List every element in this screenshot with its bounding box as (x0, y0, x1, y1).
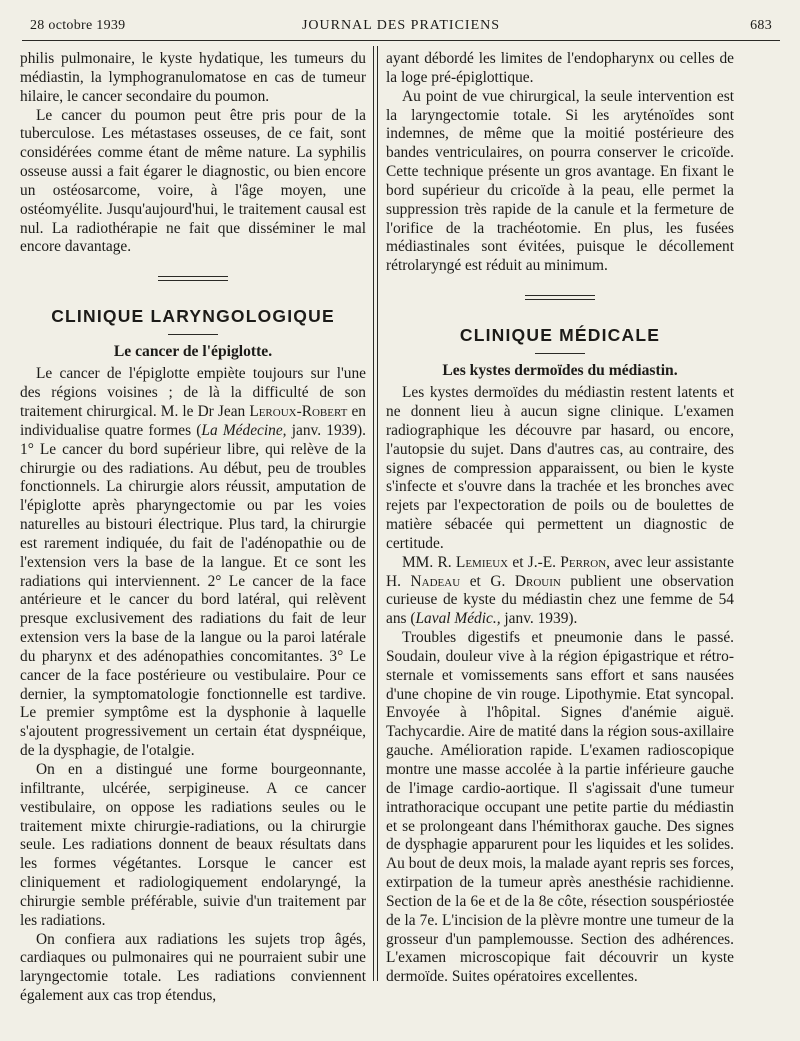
paragraph-epiglotte-2: On en a distingué une forme bourgeonnante, infiltrante, ulcérée, serpigineuse. A ce cancer vestibulaire, on oppose les radiations seules ou le traitement mixte chirurgie-radiations, ou la chirurgie seule. Les radiations donnent de beaux résultats dans les formes végétantes. Lorsque le cancer est cliniquement et radiologiquement endolaryngé, la chirurgie semble préférable, suivie d'un traitement par les radiations. (20, 761, 366, 929)
page-number: 683 (750, 18, 772, 33)
paragraph-intro: philis pulmonaire, le kyste hydatique, les tumeurs du médiastin, la lymphogranulomatose en cas de tumeur hilaire, le cancer secondaire du poumon. (20, 50, 366, 105)
title-rule (386, 348, 734, 360)
section-title-laryngologique: CLINIQUE LARYNGOLOGIQUE (51, 306, 335, 327)
header-rule (22, 40, 780, 41)
right-column (386, 50, 734, 987)
page-header (30, 14, 772, 38)
section-title-medicale: CLINIQUE MÉDICALE (459, 325, 661, 346)
author-name: Nadeau (410, 572, 461, 590)
source-title: Laval Médic., (415, 610, 501, 628)
left-column (20, 50, 366, 1006)
author-name: Perron (560, 553, 607, 571)
paragraph-cancer-poumon: Le cancer du poumon peut être pris pour de la tuberculose. Les métastases osseuses, de ce fait, sont considérées comme étant de même nature. La syphilis osseuse aussi a fait égarer le diagnostic, ou bien encore un ostéosarcome, voire, à l'âge moyen, une ostéomyélite. Jusqu'aujourd'hui, le traitement causal est nul. La radiothérapie ne fait que disséminer le mal encore davantage. (20, 106, 366, 256)
column-rule (377, 46, 378, 981)
column-rule (373, 46, 374, 981)
author-name: Leroux-Robert (249, 402, 348, 420)
paragraph-kystes-3: Troubles digestifs et pneumonie dans le passé. Soudain, douleur vive à la région épigastrique et rétro-sternale et vomissements sans effort et sans nausées d'une chopine de vin rouge. Lipothymie. Etat syncopal. Envoyée à l'hôpital. Signes d'anémie aiguë. Tachycardie. Aire de matité dans la région sous-axillaire gauche. Amélioration rapide. L'examen radioscopique montre une masse accolée à la partie inférieure gauche de l'image cardio-aortique. Il s'agissait d'une tumeur intrathoracique occupant une petite partie du médiastin et se prolongeant dans l'hémithorax gauche. Des signes de dysphagie apparurent pour les liquides et les solides. Au bout de deux mois, la malade ayant repris ses forces, extirpation de la tumeur après anesthésie rachidienne. Section de la 6e et de la 8e côte, résection souspériostée de la 7e. L'incision de la plèvre montre une tumeur de la grosseur d'un pamplemousse. Section des adhérences. L'examen microscopique fait découvrir un kyste dermoïde. Suites opératoires excellentes. (386, 629, 734, 986)
title-rule (20, 329, 366, 341)
paragraph-continuation: ayant débordé les limites de l'endopharynx ou celles de la loge pré-épiglottique. (386, 50, 734, 86)
article-title-epiglotte: Le cancer de l'épiglotte. (113, 343, 273, 361)
author-name: Lemieux (455, 553, 509, 571)
author-name: Drouin (514, 572, 561, 590)
section-separator (386, 276, 734, 322)
journal-title: JOURNAL DES PRATICIENS (301, 18, 501, 33)
paragraph-epiglotte-1: Le cancer de l'épiglotte empiète toujours sur l'une des régions voisines ; de là la difficulté de son traitement chirurgical. M. le Dr Jean Leroux-Robert en individualise quatre formes (La Médecine, janv. 1939). 1° Le cancer du bord supérieur libre, qui relève de la chirurgie ou des radiations. Au début, peu de troubles fonctionnels. La chirurgie alors réussit, amputation de l'épiglotte après pharyngectomie ou par les voies naturelles au bistouri électrique. Plus tard, la chirurgie est rarement indiquée, du fait de l'adénopathie ou de l'extension vers la base de la langue. Et ce sont les radiations qui interviennent. 2° Le cancer de la face antérieure et le cancer du bord latéral, qui relèvent presque exclusivement des radiations du fait de leur extension vers la base de la langue ou la paroi latérale du pharynx et des adénopathies concomitantes. 3° Le cancer de la face postérieure ou vestibulaire. Pour ce dernier, la symptomatologie fonctionnelle est tardive. Le premier symptôme est la dysphonie à laquelle s'ajoutent progressivement un certain état dyspnéique, de la dysphagie, de l'otalgie. (20, 365, 366, 760)
paragraph-kystes-1: Les kystes dermoïdes du médiastin restent latents et ne donnent lieu à aucun signe clinique. L'examen radiographique les découvre par hasard, ou encore, l'autopsie du sujet. Dans d'autres cas, au contraire, des signes de compression apparaissent, ou bien le kyste s'infecte et s'ouvre dans la trachée et les bronches avec rejets par l'expectoration de poils ou de boulettes de matière sébacée qui permettent un diagnostic de certitude. (386, 384, 734, 552)
paragraph-kystes-2: MM. R. Lemieux et J.-E. Perron, avec leur assistante H. Nadeau et G. Drouin publient une observation curieuse de kyste du médiastin chez une femme de 54 ans (Laval Médic., janv. 1939). (386, 553, 734, 628)
source-title: La Médecine, (201, 421, 287, 439)
paragraph-chirurgical: Au point de vue chirurgical, la seule intervention est la laryngectomie totale. Si les aryténoïdes sont indemnes, de même que la moitié postérieure des bandes ventriculaires, on pourra conserver le cricoïde. Cette technique présente un gros avantage. En fixant le bord supérieur du cricoïde à la peau, elle permet la suppression très rapide de la canule et la fermeture de l'orifice de la trachéotomie. En plus, les fusées médiastinales sont évitées, puisque le décollement rétrolaryngé est réduit au minimum. (386, 87, 734, 275)
paragraph-epiglotte-3: On confiera aux radiations les sujets trop âgés, cardiaques ou pulmonaires qui ne pourraient subir une laryngectomie totale. Les radiations conviennent également aux cas trop étendus, (20, 930, 366, 1005)
issue-date: 28 octobre 1939 (30, 18, 126, 33)
article-title-kystes: Les kystes dermoïdes du médiastin. (442, 362, 678, 380)
section-separator (20, 257, 366, 303)
